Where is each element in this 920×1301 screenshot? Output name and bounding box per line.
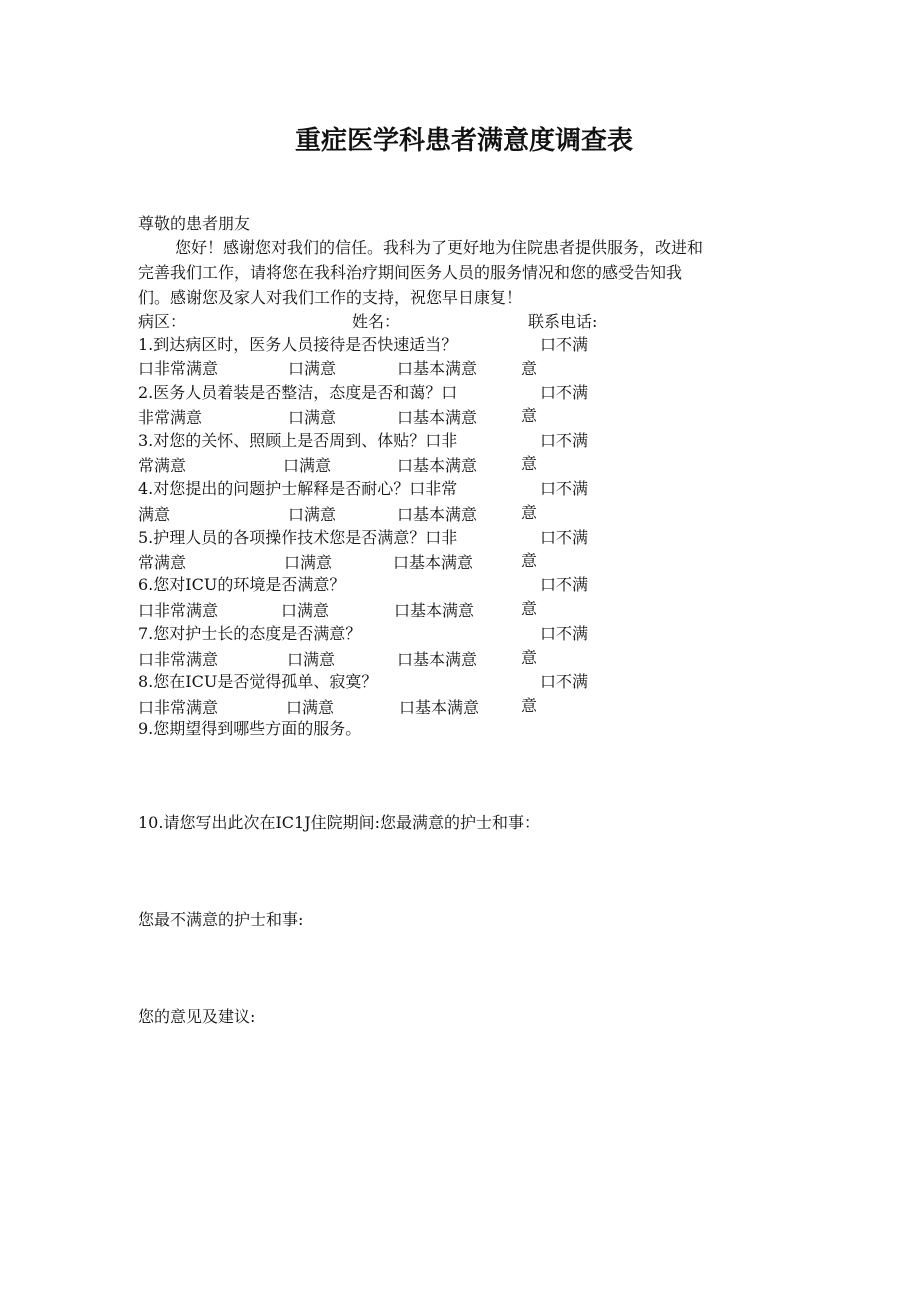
option-basically-satisfied[interactable]: 口基本满意 (397, 359, 478, 378)
intro-line-1: 您好！感谢您对我们的信任。我科为了更好地为住院患者提供服务，改进和 (175, 238, 704, 257)
question-text: 2.医务人员着装是否整洁，态度是否和蔼？口 (138, 383, 458, 402)
option-basically-satisfied[interactable]: 口基本满意 (394, 601, 475, 620)
option-basically-satisfied[interactable]: 口基本满意 (399, 698, 480, 717)
option-dissatisfied-cont: 意 (521, 454, 538, 473)
question-text: 8.您在ICU是否觉得孤单、寂寞？ (138, 672, 378, 691)
option-satisfied[interactable]: 口满意 (288, 505, 337, 524)
least-satisfied-prompt: 您最不满意的护士和事: (138, 910, 304, 929)
option-dissatisfied[interactable]: 口不满 (540, 528, 589, 547)
option-dissatisfied[interactable]: 口不满 (540, 624, 589, 643)
question-text: 3.对您的关怀、照顾上是否周到、体贴？口非 (138, 431, 458, 450)
option-dissatisfied[interactable]: 口不满 (540, 672, 589, 691)
option-dissatisfied-cont: 意 (521, 406, 538, 425)
question-text: 6.您对ICU的环境是否满意？ (138, 575, 346, 594)
option-basically-satisfied[interactable]: 口基本满意 (397, 650, 478, 669)
intro-line-3: 们。感谢您及家人对我们工作的支持，祝您早日康复！ (138, 288, 523, 307)
option-basically-satisfied[interactable]: 口基本满意 (397, 408, 478, 427)
option-dissatisfied[interactable]: 口不满 (540, 479, 589, 498)
question-text: 7.您对护士长的态度是否满意？ (138, 624, 362, 643)
option-very-satisfied[interactable]: 满意 (138, 505, 171, 524)
question-text: 5.护理人员的各项操作技术您是否满意？口非 (138, 528, 458, 547)
option-satisfied[interactable]: 口满意 (283, 456, 332, 475)
option-very-satisfied[interactable]: 口非常满意 (138, 650, 219, 669)
name-field[interactable]: 姓名： (352, 312, 401, 331)
option-satisfied[interactable]: 口满意 (286, 698, 335, 717)
question-text: 1.到达病区时，医务人员接待是否快速适当？ (138, 335, 458, 354)
option-dissatisfied-cont: 意 (521, 359, 538, 378)
intro-line-2: 完善我们工作，请将您在我科治疗期间医务人员的服务情况和您的感受告知我 (138, 263, 683, 282)
option-very-satisfied[interactable]: 口非常满意 (138, 359, 219, 378)
option-very-satisfied[interactable]: 常满意 (138, 553, 187, 572)
option-satisfied[interactable]: 口满意 (284, 553, 333, 572)
option-very-satisfied[interactable]: 非常满意 (138, 408, 203, 427)
ward-field[interactable]: 病区： (138, 312, 187, 331)
option-dissatisfied[interactable]: 口不满 (540, 575, 589, 594)
option-satisfied[interactable]: 口满意 (281, 601, 330, 620)
option-dissatisfied[interactable]: 口不满 (540, 383, 589, 402)
option-dissatisfied-cont: 意 (521, 503, 538, 522)
option-very-satisfied[interactable]: 口非常满意 (138, 698, 219, 717)
option-dissatisfied[interactable]: 口不满 (540, 431, 589, 450)
option-basically-satisfied[interactable]: 口基本满意 (397, 456, 478, 475)
suggestions-prompt: 您的意见及建议: (138, 1007, 256, 1026)
option-dissatisfied-cont: 意 (521, 551, 538, 570)
option-basically-satisfied[interactable]: 口基本满意 (397, 505, 478, 524)
option-satisfied[interactable]: 口满意 (288, 359, 337, 378)
question-9: 9.您期望得到哪些方面的服务。 (138, 719, 362, 738)
option-dissatisfied[interactable]: 口不满 (540, 335, 589, 354)
page-title: 重症医学科患者满意度调查表 (294, 126, 633, 156)
option-very-satisfied[interactable]: 常满意 (138, 456, 187, 475)
phone-field[interactable]: 联系电话: (528, 312, 598, 331)
option-dissatisfied-cont: 意 (521, 696, 538, 715)
option-satisfied[interactable]: 口满意 (288, 408, 337, 427)
option-basically-satisfied[interactable]: 口基本满意 (393, 553, 474, 572)
option-satisfied[interactable]: 口满意 (287, 650, 336, 669)
question-text: 4.对您提出的问题护士解释是否耐心？口非常 (138, 479, 458, 498)
option-dissatisfied-cont: 意 (521, 648, 538, 667)
option-dissatisfied-cont: 意 (521, 599, 538, 618)
option-very-satisfied[interactable]: 口非常满意 (138, 601, 219, 620)
greeting: 尊敬的患者朋友 (138, 214, 251, 233)
question-10: 10.请您写出此次在IC1J住院期间:您最满意的护士和事： (138, 813, 540, 832)
